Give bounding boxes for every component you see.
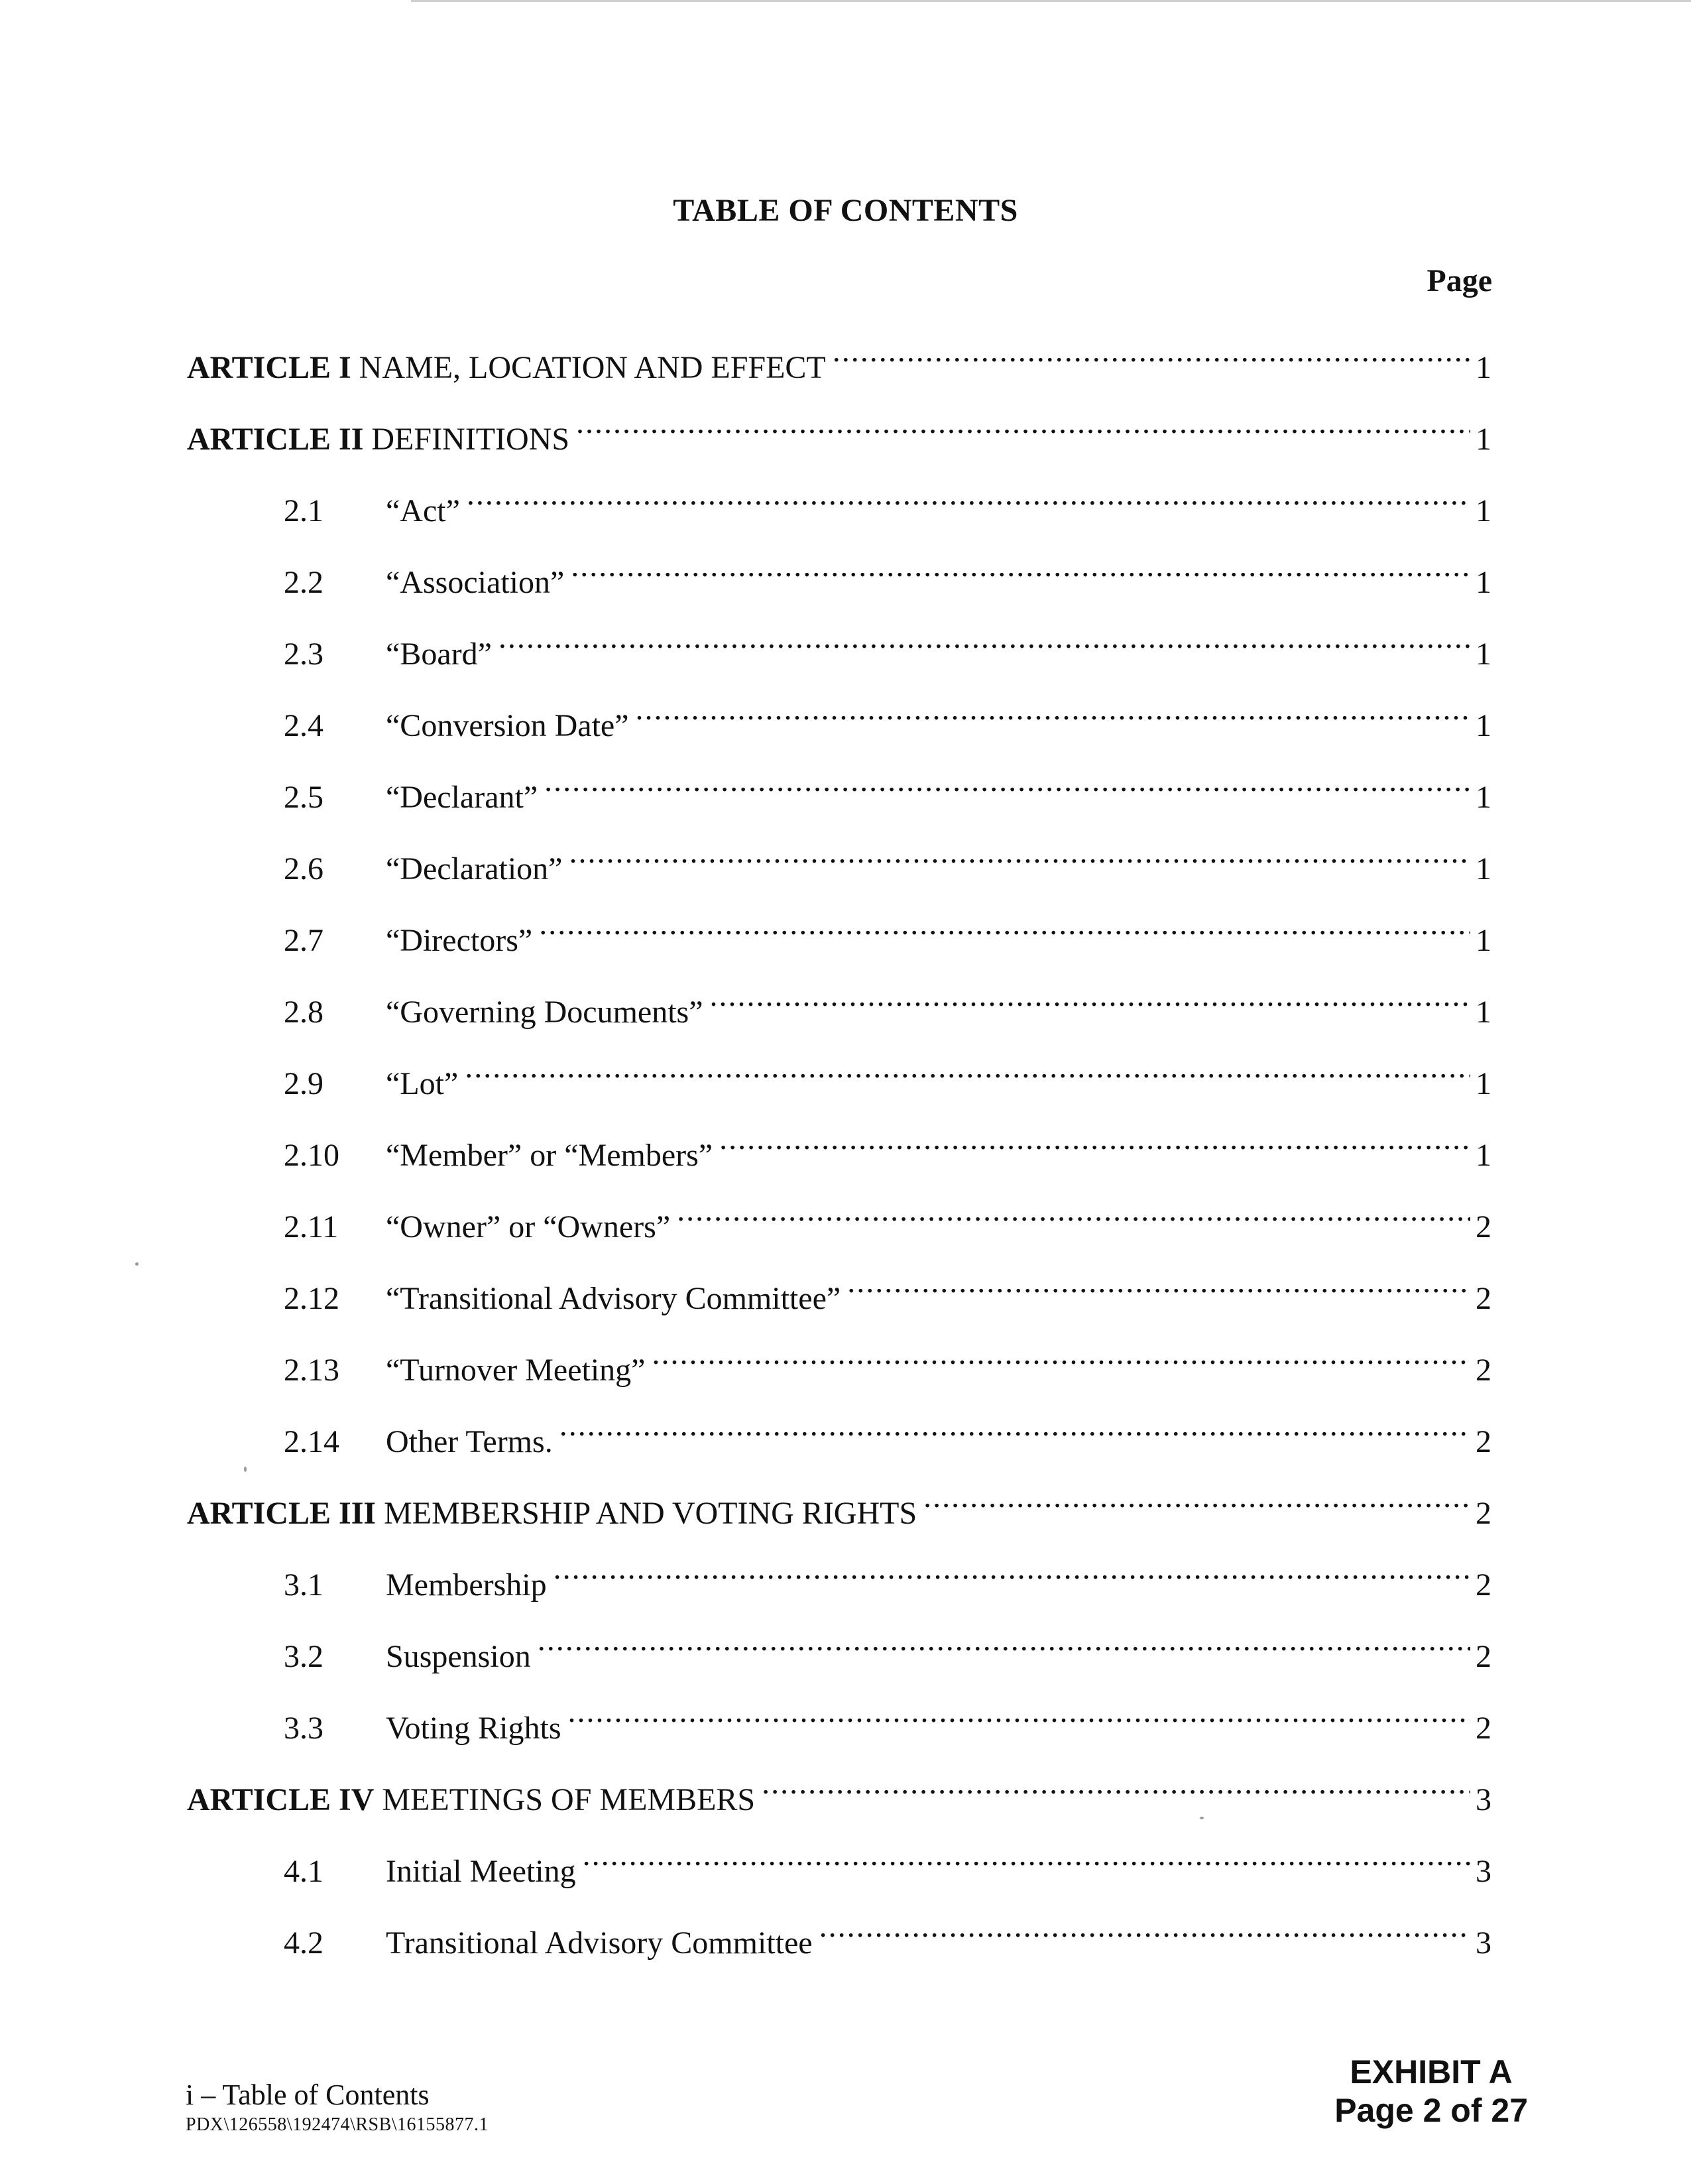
toc-section-entry bbox=[284, 839, 1491, 886]
section-title: Suspension bbox=[386, 1639, 531, 1674]
article-label: ARTICLE IV bbox=[187, 1782, 375, 1817]
page-number: 2 bbox=[1476, 1424, 1491, 1459]
section-title: “Association” bbox=[386, 565, 565, 600]
dot-leader bbox=[719, 1126, 1470, 1166]
toc-article-entry bbox=[187, 410, 1491, 457]
toc-section-entry bbox=[284, 1126, 1491, 1173]
section-number: 2.4 bbox=[284, 708, 323, 743]
section-title: Other Terms. bbox=[386, 1424, 553, 1459]
toc-section-entry bbox=[284, 1054, 1491, 1101]
section-title: “Lot” bbox=[386, 1066, 459, 1101]
page-number: 1 bbox=[1476, 1066, 1491, 1101]
section-title: “Declarant” bbox=[386, 780, 538, 815]
page-column-header: Page bbox=[1427, 263, 1492, 298]
section-number: 3.1 bbox=[284, 1567, 323, 1603]
page-number: 2 bbox=[1476, 1711, 1491, 1746]
exhibit-stamp bbox=[1334, 2053, 1528, 2130]
section-number: 3.3 bbox=[284, 1711, 323, 1746]
section-title: Transitional Advisory Committee bbox=[386, 1925, 813, 1961]
toc-section-entry bbox=[284, 625, 1491, 672]
dot-leader bbox=[544, 768, 1470, 808]
section-number: 2.10 bbox=[284, 1138, 339, 1173]
page-number: 1 bbox=[1476, 851, 1491, 886]
dot-leader bbox=[569, 839, 1470, 879]
dot-leader bbox=[819, 1913, 1470, 1953]
section-number: 2.8 bbox=[284, 995, 323, 1030]
section-number: 2.7 bbox=[284, 923, 323, 958]
section-title: “Turnover Meeting” bbox=[386, 1353, 646, 1388]
toc-section-entry bbox=[284, 983, 1491, 1030]
section-number: 2.12 bbox=[284, 1281, 339, 1316]
toc-section-entry bbox=[284, 1555, 1491, 1603]
scan-speck bbox=[135, 1262, 139, 1266]
article-label: ARTICLE I bbox=[187, 350, 351, 385]
section-title: “Conversion Date” bbox=[386, 708, 629, 743]
section-number: 2.11 bbox=[284, 1209, 339, 1244]
dot-leader bbox=[576, 410, 1470, 450]
section-number: 3.2 bbox=[284, 1639, 323, 1674]
page-number: 1 bbox=[1476, 923, 1491, 958]
section-number: 2.3 bbox=[284, 637, 323, 672]
spacer bbox=[351, 348, 359, 388]
section-title: “Declaration” bbox=[386, 851, 563, 886]
page-number: 1 bbox=[1476, 493, 1491, 528]
exhibit-page-count: Page 2 of 27 bbox=[1334, 2092, 1528, 2129]
dot-leader bbox=[847, 1269, 1470, 1309]
page-number: 1 bbox=[1476, 708, 1491, 743]
dot-leader bbox=[762, 1770, 1470, 1810]
article-label: ARTICLE III bbox=[187, 1496, 377, 1531]
dot-leader bbox=[498, 625, 1470, 664]
toc-section-entry bbox=[284, 553, 1491, 600]
page-number: 1 bbox=[1476, 565, 1491, 600]
page-number: 1 bbox=[1476, 1138, 1491, 1173]
toc-article-entry bbox=[187, 1484, 1491, 1531]
dot-leader bbox=[538, 1627, 1470, 1667]
article-title: MEETINGS OF MEMBERS bbox=[382, 1782, 756, 1817]
toc-section-entry bbox=[284, 1842, 1491, 1889]
dot-leader bbox=[568, 1699, 1470, 1738]
footer-label: i – Table of Contents bbox=[186, 2079, 430, 2111]
section-number: 2.9 bbox=[284, 1066, 323, 1101]
toc-section-entry bbox=[284, 1197, 1491, 1244]
section-title: “Owner” or “Owners” bbox=[386, 1209, 671, 1244]
dot-leader bbox=[571, 553, 1470, 593]
section-number: 4.1 bbox=[284, 1854, 323, 1889]
section-title: “Act” bbox=[386, 493, 460, 528]
section-title: “Board” bbox=[386, 637, 492, 672]
page-number: 1 bbox=[1476, 422, 1491, 457]
dot-leader bbox=[583, 1842, 1470, 1882]
section-title: “Directors” bbox=[386, 923, 533, 958]
toc-section-entry bbox=[284, 481, 1491, 528]
page-number: 2 bbox=[1476, 1639, 1491, 1674]
dot-leader bbox=[923, 1484, 1470, 1524]
page-number: 1 bbox=[1476, 350, 1491, 385]
toc-section-entry bbox=[284, 1341, 1491, 1388]
section-title: Voting Rights bbox=[386, 1711, 561, 1746]
toc-article-entry bbox=[187, 1770, 1491, 1817]
section-title: “Governing Documents” bbox=[386, 995, 703, 1030]
dot-leader bbox=[465, 1054, 1470, 1094]
page-number: 2 bbox=[1476, 1209, 1491, 1244]
toc-article-entry bbox=[187, 338, 1491, 385]
page-number: 2 bbox=[1476, 1353, 1491, 1388]
section-title: “Member” or “Members” bbox=[386, 1138, 713, 1173]
dot-leader bbox=[559, 1412, 1470, 1452]
page-number: 1 bbox=[1476, 780, 1491, 815]
section-title: Initial Meeting bbox=[386, 1854, 576, 1889]
page-number: 1 bbox=[1476, 995, 1491, 1030]
page-number: 2 bbox=[1476, 1496, 1491, 1531]
section-number: 2.1 bbox=[284, 493, 323, 528]
dot-leader bbox=[833, 338, 1470, 378]
section-number: 4.2 bbox=[284, 1925, 323, 1961]
section-number: 2.6 bbox=[284, 851, 323, 886]
article-title: MEMBERSHIP AND VOTING RIGHTS bbox=[384, 1496, 917, 1531]
dot-leader bbox=[652, 1341, 1470, 1380]
page-number: 3 bbox=[1476, 1782, 1491, 1817]
scan-speck bbox=[1200, 1817, 1204, 1819]
section-number: 2.14 bbox=[284, 1424, 339, 1459]
page-number: 2 bbox=[1476, 1281, 1491, 1316]
dot-leader bbox=[677, 1197, 1470, 1237]
dot-leader bbox=[539, 911, 1470, 951]
toc-section-entry bbox=[284, 1627, 1491, 1674]
dot-leader bbox=[636, 696, 1470, 736]
section-title: “Transitional Advisory Committee” bbox=[386, 1281, 841, 1316]
page-number: 3 bbox=[1476, 1925, 1491, 1961]
section-number: 2.5 bbox=[284, 780, 323, 815]
toc-section-entry bbox=[284, 1913, 1491, 1961]
toc-section-entry bbox=[284, 768, 1491, 815]
toc-section-entry bbox=[284, 1412, 1491, 1459]
section-title: Membership bbox=[386, 1567, 547, 1603]
article-title: NAME, LOCATION AND EFFECT bbox=[359, 350, 826, 385]
page-number: 2 bbox=[1476, 1567, 1491, 1603]
page-number: 1 bbox=[1476, 637, 1491, 672]
exhibit-label: EXHIBIT A bbox=[1350, 2053, 1513, 2091]
toc-section-entry bbox=[284, 1269, 1491, 1316]
article-label: ARTICLE II bbox=[187, 422, 364, 457]
section-number: 2.13 bbox=[284, 1353, 339, 1388]
spacer bbox=[363, 420, 371, 459]
spacer bbox=[374, 1780, 382, 1820]
dot-leader bbox=[554, 1555, 1470, 1595]
page-number: 3 bbox=[1476, 1854, 1491, 1889]
spacer bbox=[376, 1494, 384, 1534]
footer bbox=[186, 2078, 489, 2136]
scan-speck bbox=[244, 1467, 247, 1472]
document-path: PDX\126558\192474\RSB\16155877.1 bbox=[186, 2114, 489, 2135]
toc-section-entry bbox=[284, 911, 1491, 958]
dot-leader bbox=[467, 481, 1470, 521]
page-title: TABLE OF CONTENTS bbox=[673, 193, 1018, 228]
article-title: DEFINITIONS bbox=[371, 422, 570, 457]
dot-leader bbox=[710, 983, 1470, 1022]
toc-section-entry bbox=[284, 1699, 1491, 1746]
toc-section-entry bbox=[284, 696, 1491, 743]
section-number: 2.2 bbox=[284, 565, 323, 600]
